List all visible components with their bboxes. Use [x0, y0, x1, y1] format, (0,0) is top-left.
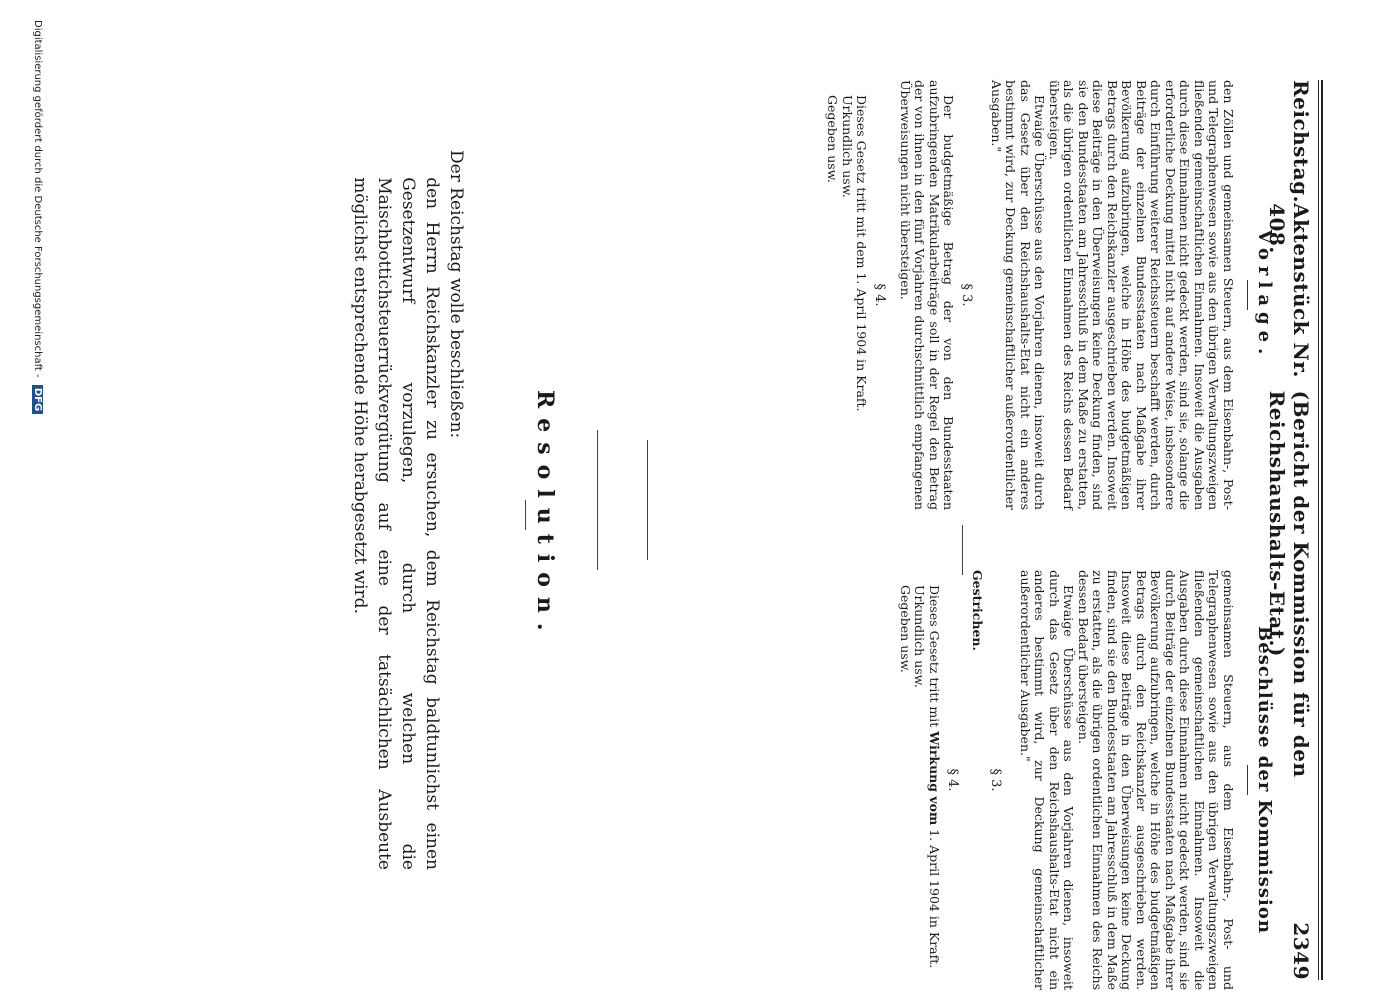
resolution-title: Resolution. — [532, 390, 558, 641]
beschluesse-heading: Beschlüsse der Kommission — [1254, 626, 1275, 934]
dfg-logo: DFG — [32, 385, 43, 414]
beschluesse-section-4-text — [927, 570, 942, 990]
header-rule — [1321, 80, 1323, 980]
header-aktenstueck: Aktenstück Nr. 408. — [1265, 203, 1313, 378]
beschluesse-section-3: § 3. — [988, 768, 1004, 792]
left-column — [825, 80, 1275, 510]
beschluesse-paragraph-2: Etwaige Überschüsse aus den Vorjahren dienen, insoweit durch das Gesetz über den Reichshaushalts-Etat nicht ein anderes bestimmt wird, zur Deckung gemeinschaftlicher außerordentlicher Ausgaben." — [1018, 570, 1077, 990]
vorlage-heading: Vorlage. — [1254, 229, 1275, 361]
digitization-footer — [32, 20, 43, 990]
beschluesse-closing-2: Gegeben usw. — [898, 585, 913, 673]
vorlage-section-3-text: Der budgetmäßige Betrag der von den Bundesstaaten aufzubringenden Matrikularbeiträge soll in der Regel den Betrag der von ihnen in den fünf Vorjahren durchschnittlich empfangenen Überweisungen nicht übersteigen. — [898, 80, 957, 510]
resolution-heading-block — [525, 390, 558, 640]
beschluesse-section-4-body — [898, 570, 942, 990]
beschluesse-section-4-emphasis: Wirkung vom — [927, 731, 942, 826]
beschluesse-section-4: § 4. — [945, 768, 960, 792]
beschluesse-section-4-text-c: 1. April 1904 in Kraft. — [927, 829, 942, 969]
header-bericht: (Bericht der Kommission für den Reichshaushalts-Etat.) — [1265, 390, 1313, 778]
resolution-body — [348, 150, 468, 870]
vorlage-section-4-text: Dieses Gesetz tritt mit dem 1. April 1904 in Kraft. — [854, 95, 870, 412]
beschluesse-section-3-text: Gestrichen. — [970, 570, 986, 651]
header-rule-thin — [1318, 80, 1319, 980]
page-number: 2349 — [1289, 922, 1313, 980]
beschluesse-heading-rule — [1247, 765, 1248, 795]
vorlage-section-3-body — [898, 80, 956, 510]
column-divider-upper — [962, 525, 963, 575]
beschluesse-section-3-body — [970, 570, 985, 990]
resolution-text: den Herrn Reichskanzler zu ersuchen, dem Reichstag baldtunlichst einen Gesetzentwurf vorzulegen, durch welchen die Maischbottichsteuerrückvergütung auf eine der tatsächlichen Ausbeute möglichst entsprechende Höhe herabgesetzt wird. — [350, 177, 442, 870]
footer-text: Digitalisierung gefördert durch die Deutsche Forschungsgemeinschaft - — [32, 20, 43, 378]
beschluesse-body — [1018, 570, 1236, 990]
resolution-title-rule — [525, 500, 526, 530]
vorlage-closing-1: Urkundlich usw. — [840, 95, 855, 198]
vorlage-heading-rule — [1247, 280, 1248, 310]
resolution-intro: Der Reichstag wolle beschließen: — [446, 150, 466, 439]
header-reichstag: Reichstag. — [1289, 80, 1313, 204]
beschluesse-paragraph-1: gemeinsamen Steuern, aus dem Eisenbahn-, Post- und Telegraphenwesen sowie aus den übrigen Verwaltungszweigen fließenden gemeinschaftlichen Einnahmen. Insoweit die Ausgaben durch diese Einnahmen nicht gedeckt werden, sind sie durch Beiträge der einzelnen Bundesstaaten nach Maßgabe ihrer Bevölkerung aufzubringen, welche in Höhe des budgetmäßigen Betrags durch den Reichskanzler ausgeschrieben werden. Insoweit diese Beiträge in den Überweisungen keine Deckung finden, sind sie den Bundesstaaten am Jahresschluß in dem Maße zu erstatten, als die übrigen ordentlichen Einnahmen des Reichs dessen Bedarf übersteigen. — [1076, 570, 1236, 990]
beschluesse-closing-1: Urkundlich usw. — [912, 585, 928, 688]
vorlage-section-4-body — [825, 80, 869, 510]
separator-rule-right — [597, 430, 598, 570]
beschluesse-section-4-text-a: Dieses Gesetz tritt mit — [927, 585, 942, 728]
vorlage-section-3: § 3. — [959, 283, 975, 307]
vorlage-closing-2: Gegeben usw. — [825, 95, 841, 183]
vorlage-paragraph-1: den Zöllen und gemeinsamen Steuern, aus dem Eisenbahn-, Post- und Telegraphenwesen sowie aus den übrigen Verwaltungszweigen fließenden gemeinschaftlichen Einnahmen. Insoweit die Ausgaben durch diese Einnahmen nicht gedeckt werden, sind sie, solange die erforderliche Deckung mittel nicht auf andere Weise, insbesondere durch Einführung weiterer Reichssteuern beschafft werden, durch Beiträge der einzelnen Bundesstaaten nach Maßgabe ihrer Bevölkerung aufzubringen, welche in Höhe des budgetmäßigen Betrags durch den Reichskanzler ausgeschrieben werden. Insoweit diese Beiträge in den Überweisungen keine Deckung finden, sind sie den Bundesstaaten am Jahresschluß in dem Maße zu erstatten, als die übrigen ordentlichen Einnahmen des Reichs dessen Bedarf übersteigen. — [1047, 80, 1236, 510]
vorlage-body — [989, 80, 1236, 510]
vorlage-section-4: § 4. — [872, 283, 888, 307]
right-column — [898, 570, 1276, 990]
separator-rule-left — [647, 440, 648, 560]
vorlage-paragraph-2: Etwaige Überschüsse aus den Vorjahren dienen, insoweit durch das Gesetz über den Reichshaushalts-Etat nicht ein anderes bestimmt wird, zur Deckung gemeinschaftlicher außerordentlicher Ausgaben." — [989, 80, 1048, 510]
